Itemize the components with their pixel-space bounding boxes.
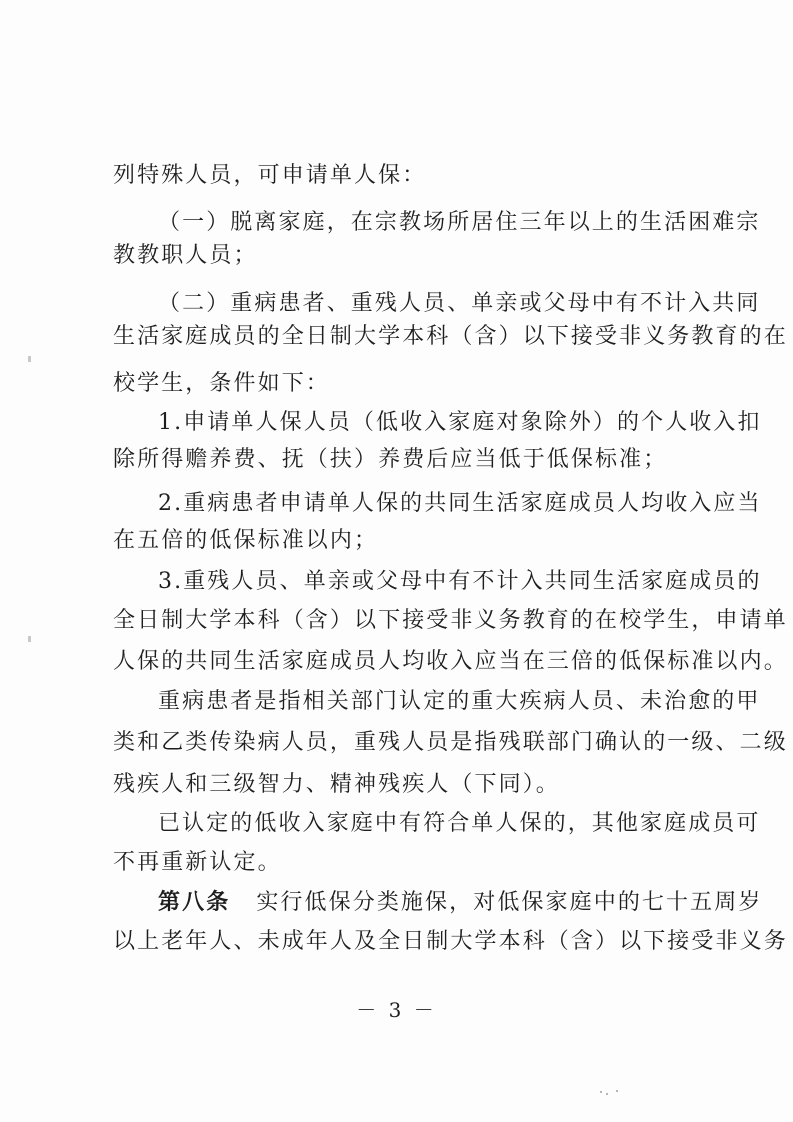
page-number: － 3 － — [356, 998, 437, 1022]
text-line: 生活家庭成员的全日制大学本科（含）以下接受非义务教育的在 — [113, 324, 788, 349]
article-text: 实行低保分类施保，对低保家庭中的七十五周岁 — [256, 890, 763, 915]
text-line: （二）重病患者、重残人员、单亲或父母中有不计入共同 — [158, 291, 761, 316]
text-line: 教教职人员； — [113, 243, 258, 268]
text-line: 人保的共同生活家庭成员人均收入应当在三倍的低保标准以内。 — [113, 649, 788, 674]
text-line: 除所得赡养费、抚（扶）养费后应当低于低保标准； — [113, 447, 668, 472]
text-line: （一）脱离家庭，在宗教场所居住三年以上的生活困难宗 — [158, 210, 761, 235]
text-line: 在五倍的低保标准以内； — [113, 528, 379, 553]
article-line — [158, 887, 763, 918]
text-line: 不再重新认定。 — [113, 850, 282, 875]
text-line: 1.申请单人保人员（低收入家庭对象除外）的个人收入扣 — [158, 410, 762, 435]
text-line: 以上老年人、未成年人及全日制大学本科（含）以下接受非义务 — [113, 929, 788, 954]
text-line: 校学生，条件如下： — [113, 371, 330, 396]
text-line: 已认定的低收入家庭中有符合单人保的，其他家庭成员可 — [158, 811, 761, 836]
text-line: 列特殊人员，可申请单人保： — [113, 163, 427, 188]
text-line: 重病患者是指相关部门认定的重大疾病人员、未治愈的甲 — [158, 689, 761, 714]
text-line: 3.重残人员、单亲或父母中有不计入共同生活家庭成员的 — [158, 569, 762, 594]
text-line: 类和乙类传染病人员，重残人员是指残联部门确认的一级、二级 — [113, 730, 788, 755]
text-line: 残疾人和三级智力、精神残疾人（下同）。 — [113, 772, 560, 797]
text-line: 全日制大学本科（含）以下接受非义务教育的在校学生，申请单 — [113, 608, 788, 633]
text-line: 2.重病患者申请单人保的共同生活家庭成员人均收入应当 — [158, 491, 762, 516]
article-label: 第八条 — [158, 889, 231, 915]
